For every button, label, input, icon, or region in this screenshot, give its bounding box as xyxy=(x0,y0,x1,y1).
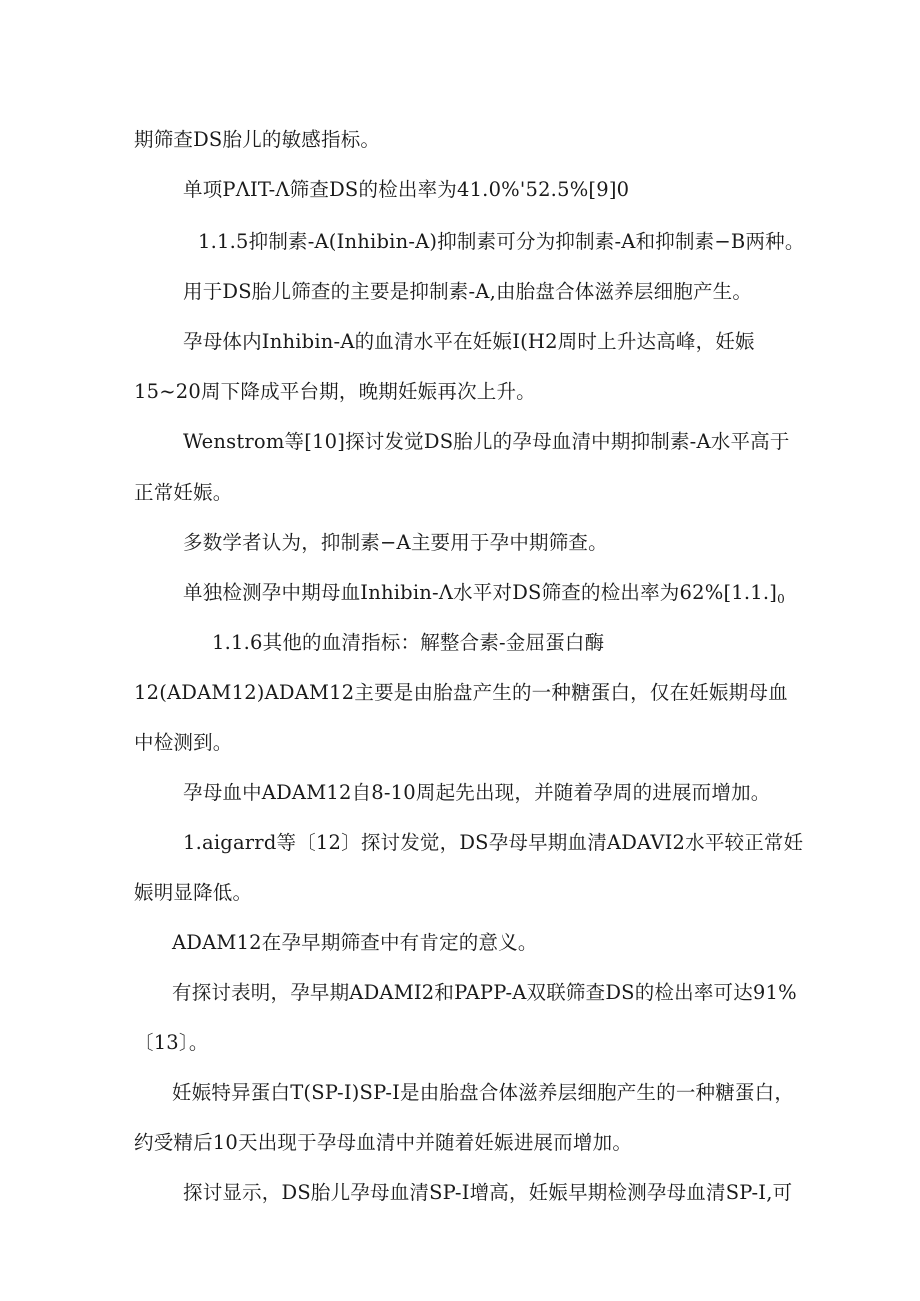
text-line: 约受精后10天出现于孕母血清中并随着妊娠进展而增加。 xyxy=(134,1131,633,1154)
text-line: 15~20周下降成平台期，晚期妊娠再次上升。 xyxy=(134,380,536,403)
text-line: 正常妊娠。 xyxy=(134,481,233,504)
text-line: 单项PΛIT-Λ筛查DS的检出率为41.0%'52.5%[9]0 xyxy=(183,178,630,201)
text-line: 用于DS胎儿筛查的主要是抑制素-A,由胎盘合体滋养层细胞产生。 xyxy=(183,280,753,303)
text-line: 孕母血中ADAM12自8-10周起先出现，并随着孕周的进展而增加。 xyxy=(183,781,771,804)
text-line: 〔13〕。 xyxy=(134,1031,209,1054)
text-line: 妊娠特异蛋白T(SP-I)SP-I是由胎盘合体滋养层细胞产生的一种糖蛋白， xyxy=(172,1081,795,1104)
text-line: 探讨显示，DS胎儿孕母血清SP-I增高，妊娠早期检测孕母血清SP-I,可 xyxy=(183,1181,793,1204)
text-line: 1.aigarrd等〔12〕探讨发觉，DS孕母早期血清ADAVI2水平较正常妊 xyxy=(183,831,804,854)
text-line: ADAM12在孕早期筛查中有肯定的意义。 xyxy=(172,931,538,954)
text-line: 12(ADAM12)ADAM12主要是由胎盘产生的一种糖蛋白，仅在妊娠期母血 xyxy=(134,681,788,704)
text-line: 多数学者认为，抑制素−A主要用于孕中期筛查。 xyxy=(183,531,608,554)
section-heading-1-1-5: 1.1.5抑制素-A(Inhibin-A)抑制素可分为抑制素-A和抑制素−B两种。 xyxy=(198,230,805,253)
text-line-subscript: 0 xyxy=(777,592,785,606)
text-line: 孕母体内Inhibin-A的血清水平在妊娠I(H2周时上升达高峰，妊娠 xyxy=(183,330,755,353)
text-line xyxy=(183,581,785,607)
text-line-main: 单独检测孕中期母血Inhibin-Λ水平对DS筛查的检出率为62%[1.1.] xyxy=(183,581,778,604)
text-line: 有探讨表明，孕早期ADAMI2和PAPP-A双联筛查DS的检出率可达91% xyxy=(172,981,797,1004)
text-line: 娠明显降低。 xyxy=(134,881,253,904)
section-heading-1-1-6: 1.1.6其他的血清指标：解整合素-金屈蛋白酶 xyxy=(212,631,605,654)
text-line: 中检测到。 xyxy=(134,731,233,754)
text-line: 期筛查DS胎儿的敏感指标。 xyxy=(134,128,381,151)
text-line: Wenstrom等[10]探讨发觉DS胎儿的孕母血清中期抑制素-A水平高于 xyxy=(183,430,790,453)
